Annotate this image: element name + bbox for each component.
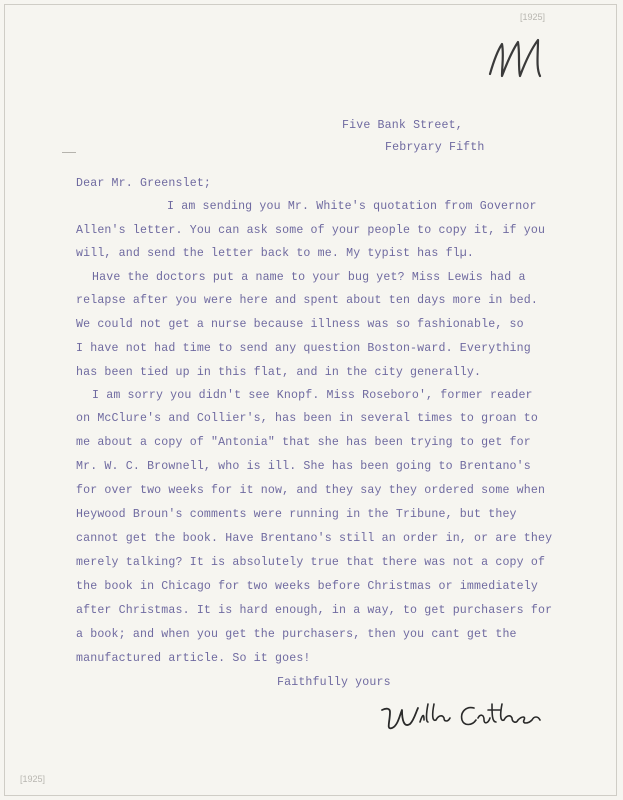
salutation: Dear Mr. Greenslet;: [76, 177, 212, 190]
body-line: after Christmas. It is hard enough, in a way, to get purchasers for: [76, 604, 553, 617]
body-line: the book in Chicago for two weeks before Christmas or immediately: [76, 580, 538, 593]
date-line: Febryary Fifth: [385, 141, 485, 154]
body-line: me about a copy of "Antonia" that she has been trying to get for: [76, 436, 531, 449]
body-line: Heywood Broun's comments were running in the Tribune, but they: [76, 508, 517, 521]
archival-number-bottom: [1925]: [20, 774, 46, 784]
body-line: Allen's letter. You can ask some of your people to copy it, if you: [76, 224, 546, 237]
handwritten-initials-mark: [482, 30, 562, 90]
signature: [376, 692, 556, 742]
body-line: I have not had time to send any question Boston-ward. Everything: [76, 342, 531, 355]
body-line: a book; and when you get the purchasers, then you cant get the: [76, 628, 517, 641]
body-line: We could not get a nurse because illness was so fashionable, so: [76, 318, 524, 331]
closing: Faithfully yours: [277, 676, 391, 689]
body-line: has been tied up in this flat, and in the city generally.: [76, 366, 482, 379]
body-line: for over two weeks for it now, and they say they ordered some when: [76, 484, 546, 497]
body-line: relapse after you were here and spent about ten days more in bed.: [76, 294, 538, 307]
body-line: Have the doctors put a name to your bug yet? Miss Lewis had a: [92, 271, 526, 284]
margin-mark: [62, 152, 76, 153]
address-line: Five Bank Street,: [342, 119, 463, 132]
archival-number-top: [1925]: [520, 12, 546, 22]
body-line: cannot get the book. Have Brentano's still an order in, or are they: [76, 532, 553, 545]
body-line: Mr. W. C. Brownell, who is ill. She has been going to Brentano's: [76, 460, 531, 473]
body-line: I am sending you Mr. White's quotation from Governor: [167, 200, 537, 213]
body-line: on McClure's and Collier's, has been in several times to groan to: [76, 412, 538, 425]
body-line: merely talking? It is absolutely true that there was not a copy of: [76, 556, 546, 569]
body-line: will, and send the letter back to me. My typist has flµ.: [76, 247, 475, 260]
body-line: I am sorry you didn't see Knopf. Miss Roseboro', former reader: [92, 389, 533, 402]
body-line: manufactured article. So it goes!: [76, 652, 311, 665]
